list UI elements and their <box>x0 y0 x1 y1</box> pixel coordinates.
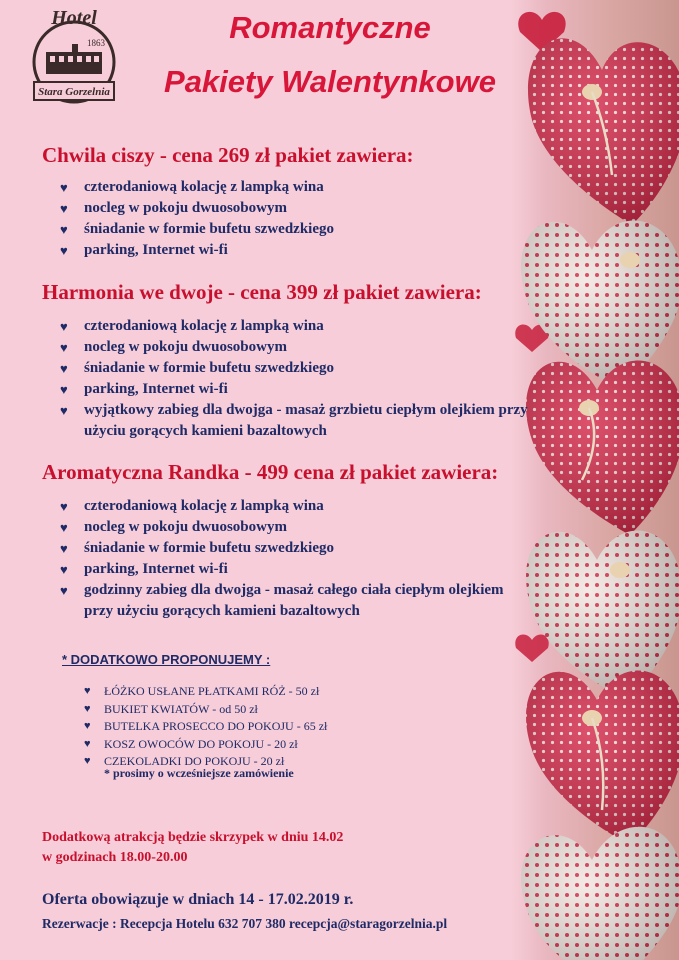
list-item: ♥ parking, Internet wi-fi <box>58 240 528 261</box>
attraction-line2: w godzinach 18.00-20.00 <box>42 850 188 865</box>
list-item: ♥ śniadanie w formie bufetu szwedzkiego <box>58 538 528 559</box>
package-items <box>58 177 528 261</box>
list-item: ♥ czterodaniową kolację z lampką wina <box>58 316 528 337</box>
heart-bullet-icon: ♥ <box>60 340 68 355</box>
logo-hotel-text: Hotel <box>51 7 97 29</box>
heart-bullet-icon: ♥ <box>60 499 68 514</box>
heart-bullet-icon: ♥ <box>84 685 91 697</box>
package-items <box>58 316 528 442</box>
list-item: ♥ nocleg w pokoju dwuosobowym <box>58 198 528 219</box>
list-item: ♥ BUTELKA PROSECCO DO POKOJU - 65 zł <box>84 718 327 736</box>
package-title: Chwila ciszy - cena 269 zł pakiet zawiera: <box>42 143 414 167</box>
list-item: ♥ wyjątkowy zabieg dla dwojga - masaż grzbietu ciepłym olejkiem przy użyciu gorących kamieni bazaltowych <box>60 402 528 439</box>
heart-bullet-icon: ♥ <box>60 562 68 577</box>
list-item: ♥ nocleg w pokoju dwuosobowym <box>58 337 528 358</box>
package-title: Aromatyczna Randka - 499 cena zł pakiet zawiera: <box>42 460 499 484</box>
list-item: ♥ CZEKOLADKI DO POKOJU - 20 zł <box>84 753 327 771</box>
heart-bullet-icon: ♥ <box>84 755 91 767</box>
heart-bullet-icon: ♥ <box>60 319 68 334</box>
wooden-button <box>610 562 630 578</box>
list-item: ♥ KOSZ OWOCÓW DO POKOJU - 20 zł <box>84 736 327 754</box>
list-item: ♥ czterodaniową kolację z lampką wina <box>58 496 528 517</box>
list-item: ♥ śniadanie w formie bufetu szwedzkiego <box>58 358 528 379</box>
logo-emblem <box>24 4 124 108</box>
list-item: ♥ czterodaniową kolację z lampką wina <box>58 177 528 198</box>
extras-heading: * DODATKOWO PROPONUJEMY : <box>62 652 271 667</box>
list-item: ♥ godzinny zabieg dla dwojga - masaż całego ciała ciepłym olejkiem przy użyciu gorących kamieni bazaltowych <box>60 582 504 619</box>
red-dotted-heart <box>526 671 679 845</box>
heart-bullet-icon: ♥ <box>60 382 68 397</box>
list-item: ♥ ŁÓŻKO USŁANE PŁATKAMI RÓŻ - 50 zł <box>84 683 327 701</box>
heart-bullet-icon: ♥ <box>60 201 68 216</box>
heart-bullet-icon: ♥ <box>84 720 91 732</box>
heart-bullet-icon: ♥ <box>60 583 68 598</box>
package-title: Harmonia we dwoje - cena 399 zł pakiet zawiera: <box>42 280 482 304</box>
attraction-line1: Dodatkową atrakcją będzie skrzypek w dniu 14.02 <box>42 830 344 845</box>
red-dotted-heart <box>528 38 679 225</box>
heart-bullet-icon: ♥ <box>60 222 68 237</box>
list-item: ♥ parking, Internet wi-fi <box>58 379 528 400</box>
package-items <box>58 496 528 622</box>
list-item: ♥ parking, Internet wi-fi <box>58 559 528 580</box>
heart-bullet-icon: ♥ <box>60 541 68 556</box>
red-dotted-heart <box>526 361 679 535</box>
reservation-contact: Rezerwacje : Recepcja Hotelu 632 707 380 recepcja@staragorzelnia.pl <box>42 916 448 931</box>
small-red-heart <box>515 634 548 662</box>
wooden-button <box>620 252 640 268</box>
heart-bullet-icon: ♥ <box>84 737 91 750</box>
list-item: ♥ BUKIET KWIATÓW - od 50 zł <box>84 701 327 719</box>
order-note: * prosimy o wcześniejsze zamówienie <box>104 766 294 780</box>
hotel-logo <box>24 4 124 108</box>
heart-bullet-icon: ♥ <box>84 702 91 715</box>
heart-bullet-icon: ♥ <box>60 243 68 258</box>
heart-bullet-icon: ♥ <box>60 520 68 535</box>
heart-bullet-icon: ♥ <box>60 361 68 376</box>
logo-name: Stara Gorzelnia <box>38 86 110 98</box>
list-item: ♥ nocleg w pokoju dwuosobowym <box>58 517 528 538</box>
heart-bullet-icon: ♥ <box>60 403 68 418</box>
offer-dates: Oferta obowiązuje w dniach 14 - 17.02.2019 r. <box>42 891 354 908</box>
cream-dotted-heart <box>521 827 679 960</box>
cream-dotted-heart <box>521 221 679 390</box>
page-title-line1: Romantyczne <box>229 10 431 45</box>
decorative-hearts-photo <box>512 0 679 960</box>
list-item: ♥ śniadanie w formie bufetu szwedzkiego <box>58 219 528 240</box>
extras-list <box>84 683 327 771</box>
page-title-line2: Pakiety Walentynkowe <box>164 64 496 99</box>
logo-year: 1863 <box>87 38 105 48</box>
heart-bullet-icon: ♥ <box>60 180 68 195</box>
hearts-illustration <box>512 0 679 960</box>
